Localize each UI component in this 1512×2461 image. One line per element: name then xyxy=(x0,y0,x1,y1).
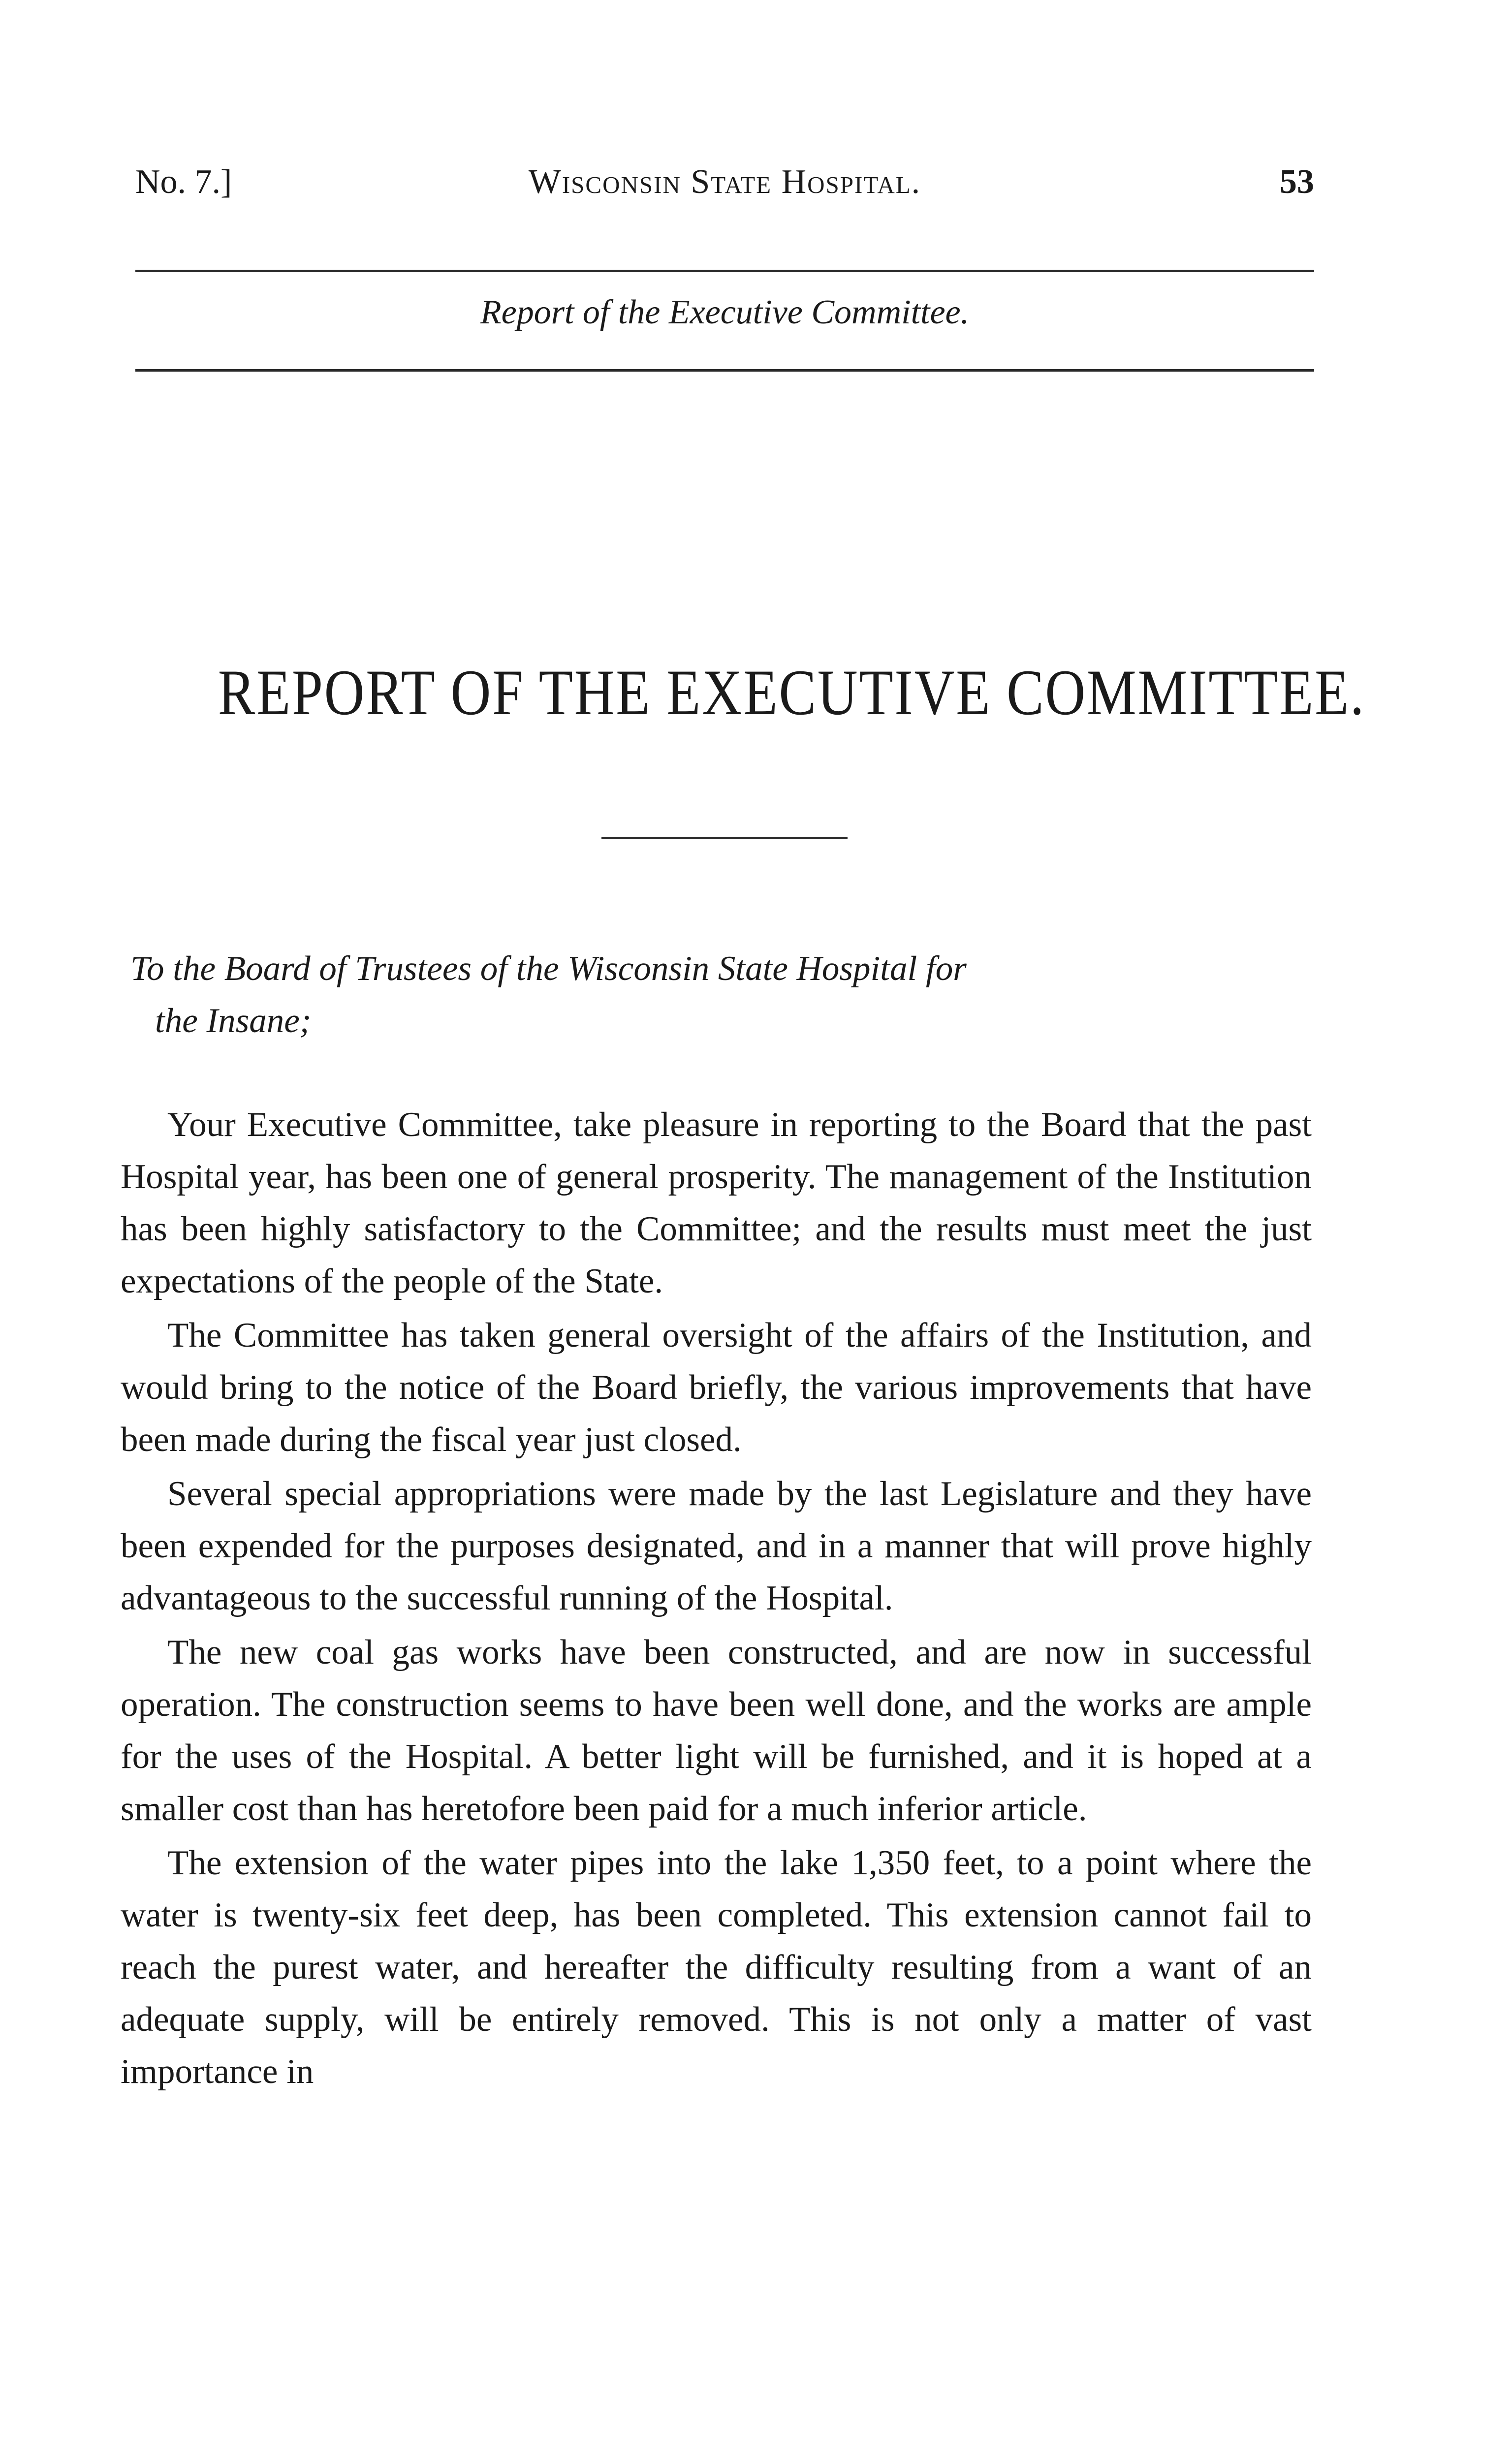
salutation xyxy=(121,943,1312,1047)
document-number: No. 7.] xyxy=(135,163,232,201)
report-body xyxy=(121,943,1312,2100)
paragraph-1: Your Executive Committee, take pleasure in reporting to the Board that the past Hospital year, has been one of general prosperity. The management of the Institution has been highly satisfactory to the Committee; and the results must meet the just expectations of the people of the State. xyxy=(121,1105,1312,1300)
publication-title: Wisconsin State Hospital. xyxy=(528,163,921,201)
paragraph-4: The new coal gas works have been constructed, and are now in successful operation. The construction seems to have been well done, and the works are ample for the uses of the Hospital. A better light will be furnished, and it is hoped at a smaller cost than has heretofore been paid for a much inferior article. xyxy=(121,1633,1312,1828)
header-rule-top xyxy=(135,270,1314,272)
salutation-line-2: the Insane; xyxy=(155,1002,312,1040)
header-rule-bottom xyxy=(135,369,1314,372)
report-title: REPORT OF THE EXECUTIVE COMMITTEE. xyxy=(218,656,1365,728)
running-head xyxy=(135,162,1314,221)
paragraph-5: The extension of the water pipes into the lake 1,350 feet, to a point where the water is twenty-six feet deep, has been completed. This extension cannot fail to reach the purest water, and hereafter the difficulty resulting from a want of an adequate supply, will be entirely removed. This is not only a matter of vast importance in xyxy=(121,1844,1312,2091)
title-divider xyxy=(601,837,848,839)
paragraph-2: The Committee has taken general oversight of the affairs of the Institution, and would bring to the notice of the Board briefly, the various improvements that have been made during the fiscal year just closed. xyxy=(121,1316,1312,1459)
page-number: 53 xyxy=(1280,163,1314,201)
paragraph-3: Several special appropriations were made by the last Legislature and they have been expended for the purposes designated, and in a manner that will prove highly advantageous to the successful running of the Hospital. xyxy=(121,1475,1312,1617)
salutation-line-1: To the Board of Trustees of the Wisconsin State Hospital for xyxy=(130,949,967,988)
section-subhead: Report of the Executive Committee. xyxy=(480,293,970,331)
